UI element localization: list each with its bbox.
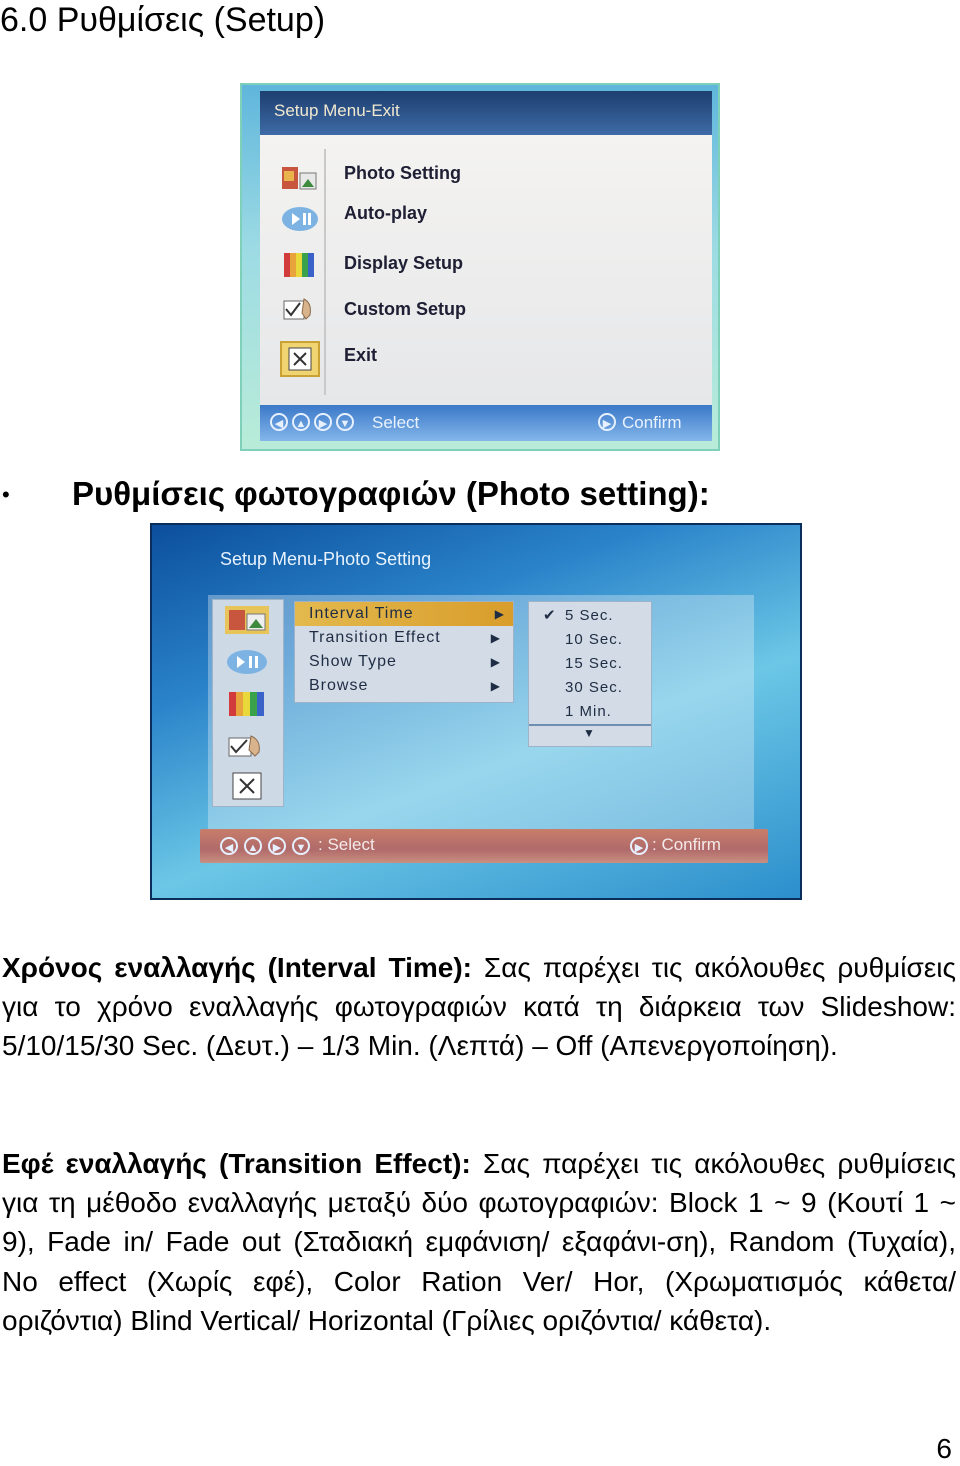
menu-item-transition-effect[interactable]: [309, 626, 509, 650]
screen1-icon-column: [272, 149, 326, 395]
menu-item-exit[interactable]: Exit: [344, 345, 378, 365]
screen1-footer-bar: [260, 405, 712, 441]
down-arrow-icon: ▼: [336, 413, 354, 431]
menu-item-show-type[interactable]: [309, 650, 509, 674]
chevron-right-icon: ▶: [494, 607, 505, 621]
page-title: 6.0 Ρυθμίσεις (Setup): [0, 1, 326, 39]
play-confirm-icon: ▶: [598, 413, 616, 431]
screen2-icon-column: [212, 599, 284, 807]
screen1-header-bar: [260, 91, 712, 135]
footer-confirm-label: Confirm: [622, 413, 682, 432]
photo-setting-icon: [223, 604, 271, 636]
menu-item-label: Transition Effect: [309, 629, 441, 646]
interval-time-description: Σας παρέχει τις ακόλουθες ρυθμίσεις για το χρόνο εναλλαγής φωτογραφιών κατά τη διάρκεια των Slideshow: 5/10/15/30 Sec. (Δευτ.) – 1/3 Min. (Λεπτά) – Off (Απενεργοποίηση).: [2, 952, 956, 1062]
transition-effect-description: Σας παρέχει τις ακόλουθες ρυθμίσεις για τη μέθοδο εναλλαγής μεταξύ δύο φωτογραφιών: Block 1 ~ 9 (Κουτί 1 ~ 9), Fade in/ Fade out (Σταδιακή εμφάνιση/ εξαφάνι-ση), Random (Τυχαία), No effect (Χωρίς εφέ), Color Ration Ver/ Hor, (Χρωματισμός κάθετα/ οριζόντια) Blind Vertical/ Horizontal (Γρίλιες οριζόντια/ κάθετα).: [2, 1148, 957, 1336]
exit-icon: [280, 341, 320, 377]
option-5-sec[interactable]: 5 Sec.: [565, 607, 614, 624]
down-arrow-icon: ▼: [292, 837, 310, 855]
bullet-marker: •: [2, 482, 10, 507]
screen2-title: Setup Menu-Photo Setting: [220, 549, 432, 569]
menu-item-auto-play[interactable]: Auto-play: [344, 203, 427, 223]
transition-effect-label: Εφέ εναλλαγής (Transition Effect):: [2, 1148, 471, 1179]
scroll-down-icon[interactable]: ▼: [583, 726, 595, 740]
auto-play-icon: [223, 646, 271, 678]
option-1-min[interactable]: 1 Min.: [565, 703, 612, 720]
screen1-menu-panel: [260, 135, 712, 405]
checkmark-icon: ✔: [543, 607, 556, 624]
footer-select-label: Select: [372, 413, 420, 432]
footer-select-label: : Select: [318, 835, 375, 854]
up-arrow-icon: ▲: [292, 413, 310, 431]
menu-item-label: Browse: [309, 677, 369, 694]
interval-time-paragraph: [2, 948, 956, 1066]
page-number: 6: [936, 1433, 952, 1464]
photo-setting-screenshot: [150, 523, 802, 900]
interval-time-label: Χρόνος εναλλαγής (Interval Time):: [2, 952, 472, 983]
screen2-menu: [294, 601, 514, 703]
right-arrow-icon: ▶: [314, 413, 332, 431]
display-setup-icon: [223, 688, 271, 720]
option-30-sec[interactable]: 30 Sec.: [565, 679, 623, 696]
screen2-footer-bar: [200, 829, 768, 863]
menu-item-browse[interactable]: [309, 674, 509, 698]
chevron-right-icon: ▶: [490, 679, 501, 693]
exit-icon: [223, 770, 271, 802]
screen1-header-title: Setup Menu-Exit: [274, 101, 400, 120]
section-subheading: Ρυθμίσεις φωτογραφιών (Photo setting):: [72, 475, 710, 512]
transition-effect-paragraph: [2, 1144, 956, 1340]
menu-item-display-setup[interactable]: Display Setup: [344, 253, 464, 273]
menu-item-interval-time[interactable]: [295, 602, 513, 626]
up-arrow-icon: ▲: [244, 837, 262, 855]
right-arrow-icon: ▶: [268, 837, 286, 855]
option-10-sec[interactable]: 10 Sec.: [565, 631, 623, 648]
left-arrow-icon: ◀: [270, 413, 288, 431]
photo-setting-icon: [280, 163, 320, 195]
menu-item-label: Show Type: [309, 653, 397, 670]
setup-menu-exit-screenshot: [240, 83, 720, 451]
interval-time-submenu: [528, 601, 652, 747]
menu-item-custom-setup[interactable]: Custom Setup: [344, 299, 467, 319]
option-15-sec[interactable]: 15 Sec.: [565, 655, 623, 672]
menu-item-label: Interval Time: [309, 605, 414, 622]
auto-play-icon: [280, 203, 320, 235]
left-arrow-icon: ◀: [220, 837, 238, 855]
chevron-right-icon: ▶: [490, 655, 501, 669]
display-setup-icon: [280, 249, 320, 281]
play-confirm-icon: ▶: [630, 837, 648, 855]
chevron-right-icon: ▶: [490, 631, 501, 645]
custom-setup-icon: [280, 293, 320, 325]
custom-setup-icon: [223, 730, 271, 762]
menu-item-photo-setting[interactable]: Photo Setting: [344, 163, 461, 183]
footer-confirm-label: : Confirm: [652, 835, 721, 854]
